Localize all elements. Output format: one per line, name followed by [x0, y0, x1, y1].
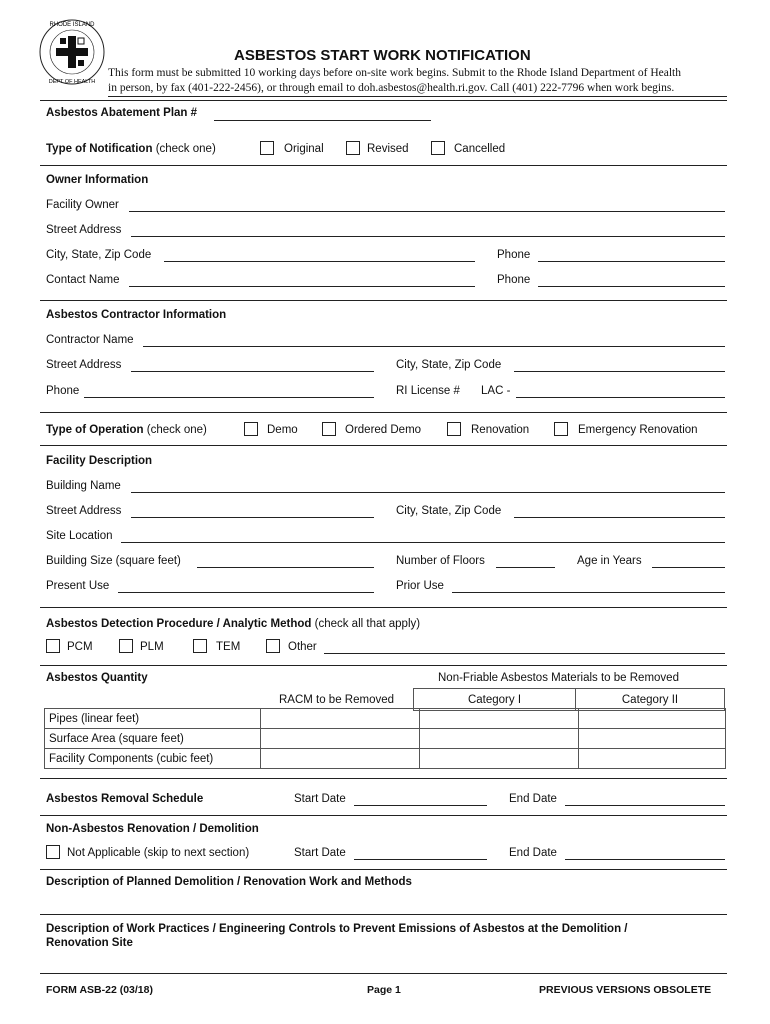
emergency-renovation-label: Emergency Renovation — [578, 424, 698, 436]
section-divider — [40, 445, 727, 446]
original-label: Original — [284, 143, 324, 155]
cancelled-checkbox[interactable] — [431, 141, 445, 155]
components-cat1-cell[interactable] — [420, 749, 579, 769]
revised-label: Revised — [367, 143, 409, 155]
operation-type-label — [46, 424, 207, 436]
number-of-floors-field[interactable] — [496, 567, 555, 568]
site-location-field[interactable] — [121, 542, 725, 543]
facility-description-heading: Facility Description — [46, 455, 153, 467]
ordered-demo-label: Ordered Demo — [345, 424, 422, 436]
section-divider — [40, 778, 727, 779]
work-practices-heading-line-2: Renovation Site — [46, 937, 133, 949]
instructions-line-2: in person, by fax (401-222-2456), or through email to doh.asbestos@health.ri.gov. Call (401) 222-7796 when work begins. — [108, 82, 675, 94]
owner-city-field[interactable] — [164, 261, 475, 262]
planned-work-heading: Description of Planned Demolition / Renovation Work and Methods — [46, 876, 412, 888]
notification-type-label — [46, 143, 216, 155]
notification-type-hint: (check one) — [155, 143, 216, 155]
abatement-plan-label: Asbestos Abatement Plan # — [46, 107, 198, 119]
section-divider — [40, 607, 727, 608]
other-label: Other — [288, 641, 317, 653]
pipes-racm-cell[interactable] — [261, 709, 420, 729]
header-divider — [40, 100, 727, 101]
contractor-phone-field[interactable] — [84, 397, 374, 398]
asbestos-quantity-heading: Asbestos Quantity — [46, 672, 148, 684]
section-divider — [40, 300, 727, 301]
owner-phone-label: Phone — [497, 249, 531, 261]
form-title: ASBESTOS START WORK NOTIFICATION — [234, 47, 531, 64]
plm-checkbox[interactable] — [119, 639, 133, 653]
renovation-label: Renovation — [471, 424, 530, 436]
removal-schedule-heading: Asbestos Removal Schedule — [46, 793, 204, 805]
contractor-phone-label: Phone — [46, 385, 80, 397]
category-1-header: Category I — [414, 689, 576, 711]
row-label-facility-components: Facility Components (cubic feet) — [45, 749, 261, 769]
planned-work-field[interactable] — [40, 914, 727, 915]
prior-use-label: Prior Use — [396, 580, 444, 592]
renovation-start-label: Start Date — [294, 847, 346, 859]
contact-phone-field[interactable] — [538, 286, 725, 287]
prior-use-field[interactable] — [452, 592, 725, 593]
category-2-header: Category II — [576, 689, 725, 711]
not-applicable-checkbox[interactable] — [46, 845, 60, 859]
present-use-label: Present Use — [46, 580, 110, 592]
operation-type-hint: (check one) — [146, 424, 207, 436]
facility-owner-label: Facility Owner — [46, 199, 119, 211]
contractor-name-field[interactable] — [143, 346, 725, 347]
site-location-label: Site Location — [46, 530, 113, 542]
owner-city-label: City, State, Zip Code — [46, 249, 152, 261]
present-use-field[interactable] — [118, 592, 374, 593]
contractor-city-field[interactable] — [514, 371, 725, 372]
detection-procedure-hint: (check all that apply) — [314, 618, 421, 630]
facility-street-label: Street Address — [46, 505, 122, 517]
number-of-floors-label: Number of Floors — [396, 555, 485, 567]
table-row — [45, 729, 726, 749]
contractor-name-label: Contractor Name — [46, 334, 134, 346]
pcm-checkbox[interactable] — [46, 639, 60, 653]
facility-city-field[interactable] — [514, 517, 725, 518]
ordered-demo-checkbox[interactable] — [322, 422, 336, 436]
ri-license-label: RI License # — [396, 385, 460, 397]
table-row — [45, 709, 726, 729]
section-divider — [40, 869, 727, 870]
ri-health-seal-logo — [38, 18, 106, 86]
revised-checkbox[interactable] — [346, 141, 360, 155]
asbestos-quantity-table — [44, 708, 726, 769]
contractor-street-field[interactable] — [131, 371, 374, 372]
components-racm-cell[interactable] — [261, 749, 420, 769]
building-name-field[interactable] — [131, 492, 725, 493]
renovation-end-field[interactable] — [565, 859, 725, 860]
components-cat2-cell[interactable] — [579, 749, 726, 769]
renovation-end-label: End Date — [509, 847, 557, 859]
facility-owner-field[interactable] — [129, 211, 725, 212]
emergency-renovation-checkbox[interactable] — [554, 422, 568, 436]
age-in-years-label: Age in Years — [577, 555, 642, 567]
racm-header: RACM to be Removed — [278, 693, 395, 706]
section-divider — [40, 815, 727, 816]
pipes-cat1-cell[interactable] — [420, 709, 579, 729]
facility-city-label: City, State, Zip Code — [396, 505, 502, 517]
ri-license-field[interactable] — [516, 397, 725, 398]
instructions-line-1: This form must be submitted 10 working days before on-site work begins. Submit to the Rhode Island Department of Health — [108, 67, 681, 79]
renovation-start-field[interactable] — [354, 859, 487, 860]
other-method-field[interactable] — [324, 653, 725, 654]
plm-label: PLM — [140, 641, 164, 653]
row-label-pipes: Pipes (linear feet) — [45, 709, 261, 729]
section-divider — [40, 412, 727, 413]
pipes-cat2-cell[interactable] — [579, 709, 726, 729]
row-label-surface-area: Surface Area (square feet) — [45, 729, 261, 749]
demo-checkbox[interactable] — [244, 422, 258, 436]
contact-phone-label: Phone — [497, 274, 531, 286]
section-divider — [40, 165, 727, 166]
abatement-plan-field[interactable] — [214, 120, 431, 121]
contractor-city-label: City, State, Zip Code — [396, 359, 502, 371]
demo-label: Demo — [267, 424, 298, 436]
pcm-label: PCM — [67, 641, 93, 653]
form-number: FORM ASB-22 (03/18) — [46, 984, 153, 996]
table-row — [45, 749, 726, 769]
removal-start-label: Start Date — [294, 793, 346, 805]
header-rule — [108, 96, 727, 97]
tem-label: TEM — [216, 641, 241, 653]
work-practices-heading-line-1: Description of Work Practices / Engineering Controls to Prevent Emissions of Asbestos at the Demolition / — [46, 923, 628, 935]
renovation-checkbox[interactable] — [447, 422, 461, 436]
facility-street-field[interactable] — [131, 517, 374, 518]
surface-cat1-cell[interactable] — [420, 729, 579, 749]
contractor-info-heading: Asbestos Contractor Information — [46, 309, 227, 321]
building-size-label: Building Size (square feet) — [46, 555, 181, 567]
nonfriable-header: Non-Friable Asbestos Materials to be Removed — [438, 672, 679, 684]
surface-racm-cell[interactable] — [261, 729, 420, 749]
original-checkbox[interactable] — [260, 141, 274, 155]
building-size-field[interactable] — [197, 567, 374, 568]
contact-name-field[interactable] — [129, 286, 475, 287]
contact-name-label: Contact Name — [46, 274, 120, 286]
non-asbestos-heading: Non-Asbestos Renovation / Demolition — [46, 823, 259, 835]
other-checkbox[interactable] — [266, 639, 280, 653]
not-applicable-label: Not Applicable (skip to next section) — [67, 847, 250, 859]
page-number: Page 1 — [367, 984, 401, 996]
owner-info-heading: Owner Information — [46, 174, 149, 186]
building-name-label: Building Name — [46, 480, 121, 492]
owner-phone-field[interactable] — [538, 261, 725, 262]
removal-end-label: End Date — [509, 793, 557, 805]
detection-procedure-heading: Asbestos Detection Procedure / Analytic Method — [46, 618, 312, 630]
cancelled-label: Cancelled — [454, 143, 506, 155]
detection-procedure-label — [46, 618, 420, 630]
tem-checkbox[interactable] — [193, 639, 207, 653]
owner-street-label: Street Address — [46, 224, 122, 236]
age-in-years-field[interactable] — [652, 567, 725, 568]
obsolete-notice: PREVIOUS VERSIONS OBSOLETE — [539, 984, 712, 996]
removal-end-field[interactable] — [565, 805, 725, 806]
surface-cat2-cell[interactable] — [579, 729, 726, 749]
operation-type-heading: Type of Operation — [46, 424, 144, 436]
owner-street-field[interactable] — [131, 236, 725, 237]
work-practices-field[interactable] — [40, 973, 727, 974]
svg-text:DEPT OF HEALTH: DEPT OF HEALTH — [48, 79, 96, 85]
lac-label: LAC - — [481, 385, 511, 397]
contractor-street-label: Street Address — [46, 359, 122, 371]
svg-text:RHODE ISLAND: RHODE ISLAND — [49, 22, 95, 28]
section-divider — [40, 665, 727, 666]
notification-type-heading: Type of Notification — [46, 143, 153, 155]
removal-start-field[interactable] — [354, 805, 487, 806]
